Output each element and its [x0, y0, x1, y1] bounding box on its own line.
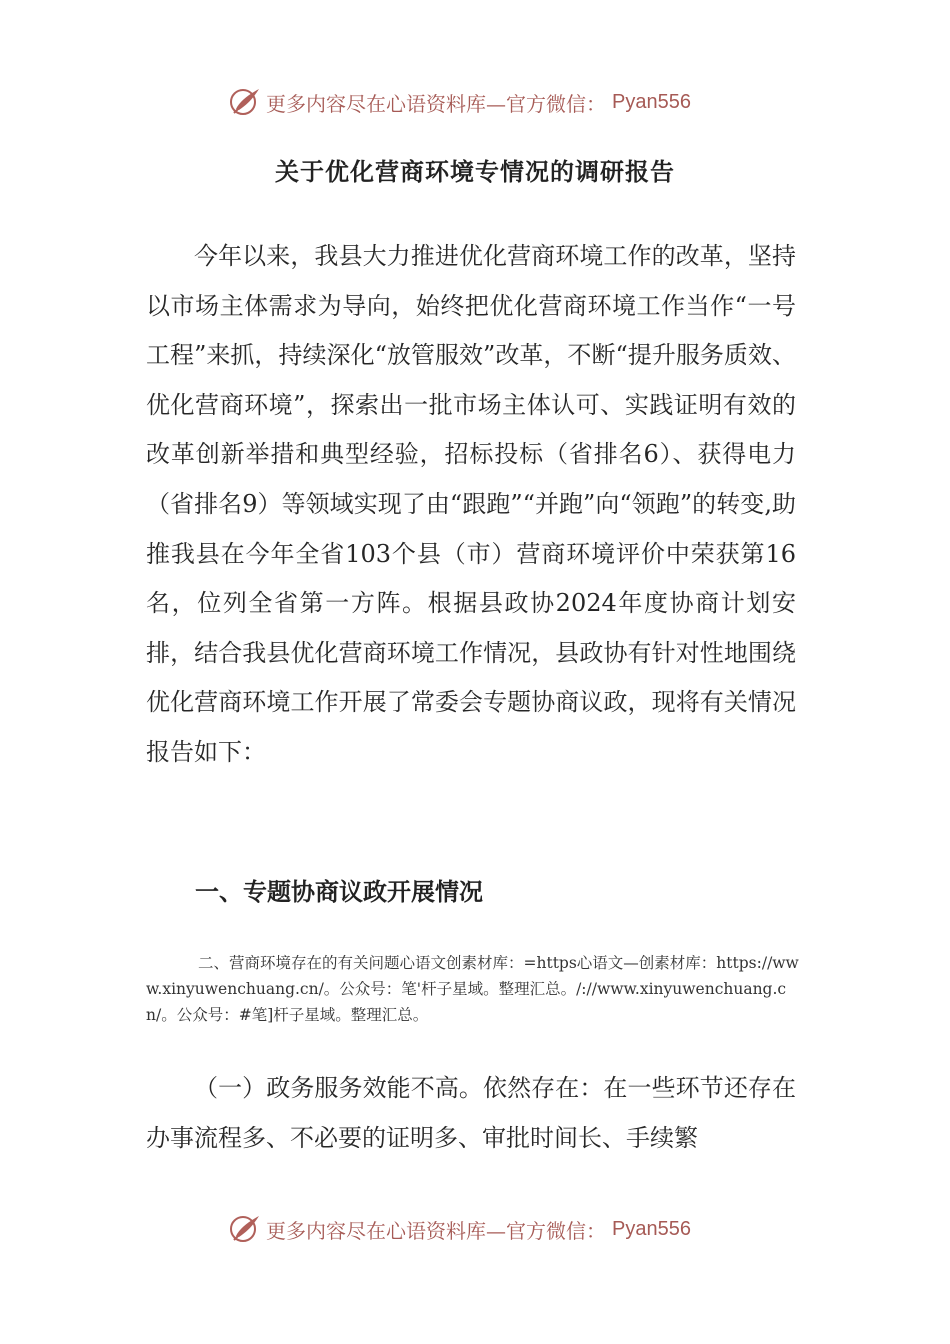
quill-logo-icon: [228, 85, 262, 119]
header-watermark-banner: [228, 84, 748, 120]
section-2-note: 二、营商环境存在的有关问题心语文创素材库：=https心语文—创素材库：https://www.xinyuwenchuang.cn/。公众号：笔'杆子星域。整理汇总。/://www.xinyuwenchuang.cn/。公众号：#笔]杆子星域。整理汇总。: [146, 954, 799, 1024]
section-heading-1: 一、专题协商议政开展情况: [195, 877, 483, 906]
banner-wechat-id: Pyan556: [612, 1217, 691, 1240]
subsection-1-paragraph: （一）政务服务效能不高。依然存在：在一些环节还存在办事流程多、不必要的证明多、审批时间长、手续繁: [146, 1074, 796, 1152]
quill-logo-icon: [228, 1212, 262, 1246]
banner-text: 更多内容尽在心语资料库—官方微信：: [266, 91, 606, 116]
footer-watermark-banner: [228, 1211, 748, 1247]
banner-text: 更多内容尽在心语资料库—官方微信：: [266, 1218, 606, 1243]
banner-wechat-id: Pyan556: [612, 90, 691, 113]
intro-paragraph: 今年以来，我县大力推进优化营商环境工作的改革，坚持以市场主体需求为导向，始终把优化营商环境工作当作“一号工程”来抓，持续深化“放管服效”改革，不断“提升服务质效、优化营商环境”，探索出一批市场主体认可、实践证明有效的改革创新举措和典型经验，招标投标（省排名6）、获得电力（省排名9）等领域实现了由“跟跑”“并跑”向“领跑”的转变,助推我县在今年全省103个县（市）营商环境评价中荣获第16名，位列全省第一方阵。根据县政协2024年度协商计划安排，结合我县优化营商环境工作情况，县政协有针对性地围绕优化营商环境工作开展了常委会专题协商议政，现将有关情况报告如下：: [146, 242, 796, 766]
document-title: 关于优化营商环境专情况的调研报告: [275, 157, 675, 186]
